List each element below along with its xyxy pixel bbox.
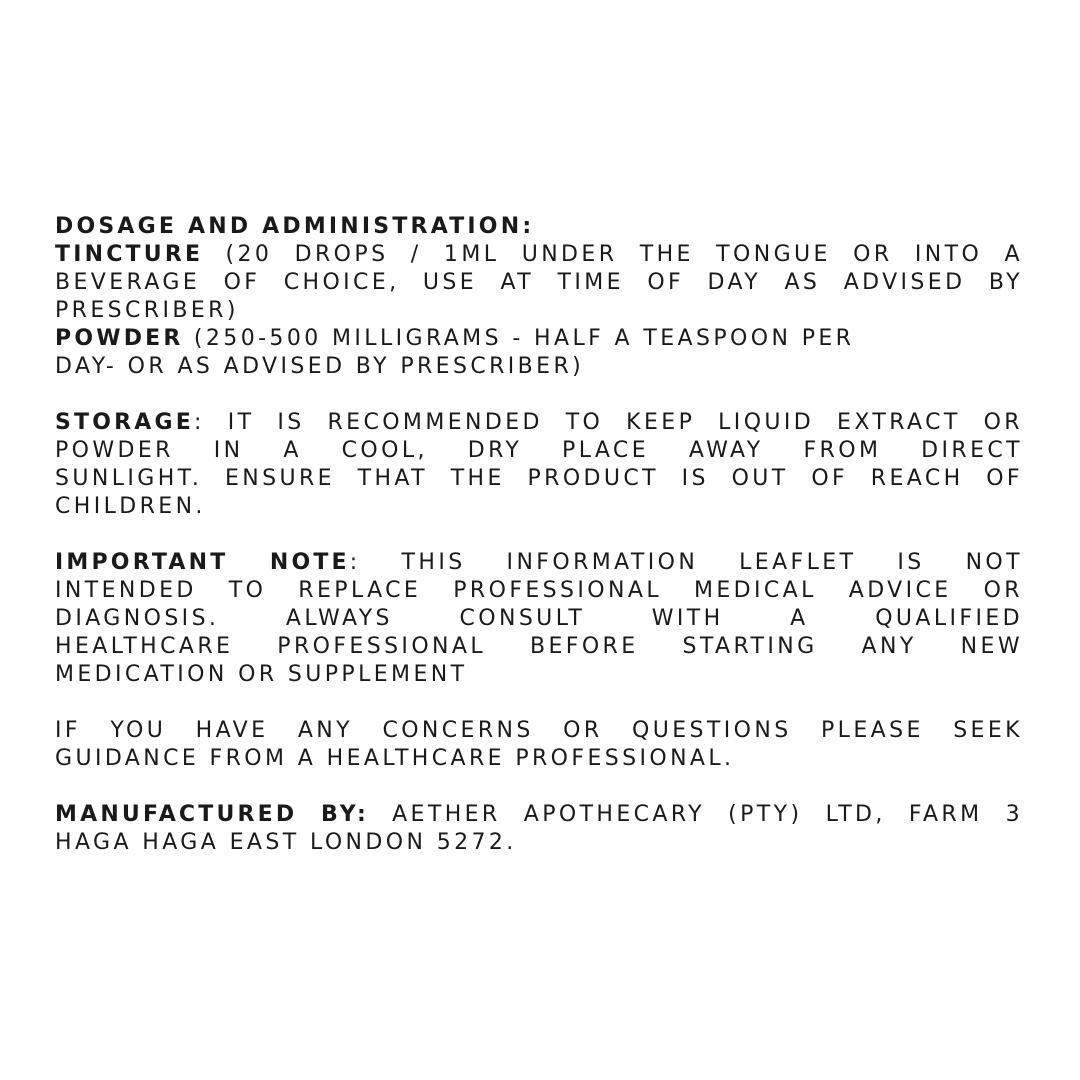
manufacturer-text-1: AETHER APOTHECARY (PTY) LTD, FARM 3 xyxy=(368,802,1023,827)
storage-label: STORAGE xyxy=(55,410,195,435)
manufacturer-label: MANUFACTURED BY: xyxy=(55,802,369,827)
important-note-label: IMPORTANT NOTE xyxy=(55,550,350,575)
storage-section xyxy=(55,409,1023,521)
concerns-line-2: GUIDANCE FROM A HEALTHCARE PROFESSIONAL. xyxy=(55,746,735,771)
powder-text-1: (250-500 MILLIGRAMS - HALF A TEASPOON PER xyxy=(183,326,855,351)
manufacturer-line-1 xyxy=(55,801,1023,829)
important-note-line-2: INTENDED TO REPLACE PROFESSIONAL MEDICAL ADVICE OR xyxy=(55,578,1023,603)
manufacturer-section xyxy=(55,801,1023,857)
spacer xyxy=(55,381,1023,409)
important-note-line-1 xyxy=(55,549,1023,577)
concerns-line-1: IF YOU HAVE ANY CONCERNS OR QUESTIONS PLEASE SEEK xyxy=(55,718,1023,743)
tincture-line-1 xyxy=(55,241,1023,269)
tincture-label: TINCTURE xyxy=(55,242,204,267)
spacer xyxy=(55,773,1023,801)
powder-line-2: DAY- OR AS ADVISED BY PRESCRIBER) xyxy=(55,354,585,379)
powder-line-1 xyxy=(55,325,1023,353)
tincture-text-1: (20 DROPS / 1ML UNDER THE TONGUE OR INTO A xyxy=(203,242,1023,267)
storage-line-4: CHILDREN. xyxy=(55,494,206,519)
important-note-section xyxy=(55,549,1023,689)
spacer xyxy=(55,689,1023,717)
concerns-section xyxy=(55,717,1023,773)
tincture-line-2: BEVERAGE OF CHOICE, USE AT TIME OF DAY AS ADVISED BY xyxy=(55,270,1023,295)
spacer xyxy=(55,521,1023,549)
important-note-line-3: DIAGNOSIS. ALWAYS CONSULT WITH A QUALIFIED xyxy=(55,606,1023,631)
storage-line-3: SUNLIGHT. ENSURE THAT THE PRODUCT IS OUT OF REACH OF xyxy=(55,466,1023,491)
manufacturer-line-2: HAGA HAGA EAST LONDON 5272. xyxy=(55,830,517,855)
important-note-line-4: HEALTHCARE PROFESSIONAL BEFORE STARTING ANY NEW xyxy=(55,634,1023,659)
important-note-text-1: : THIS INFORMATION LEAFLET IS NOT xyxy=(349,550,1023,575)
storage-text-1: : IT IS RECOMMENDED TO KEEP LIQUID EXTRACT OR xyxy=(194,410,1023,435)
storage-line-2: POWDER IN A COOL, DRY PLACE AWAY FROM DIRECT xyxy=(55,438,1023,463)
tincture-line-3: PRESCRIBER) xyxy=(55,298,239,323)
dosage-heading: DOSAGE AND ADMINISTRATION: xyxy=(55,214,535,239)
important-note-line-5: MEDICATION OR SUPPLEMENT xyxy=(55,662,468,687)
powder-label: POWDER xyxy=(55,326,184,351)
leaflet-text xyxy=(55,213,1023,857)
storage-line-1 xyxy=(55,409,1023,437)
dosage-section xyxy=(55,213,1023,381)
